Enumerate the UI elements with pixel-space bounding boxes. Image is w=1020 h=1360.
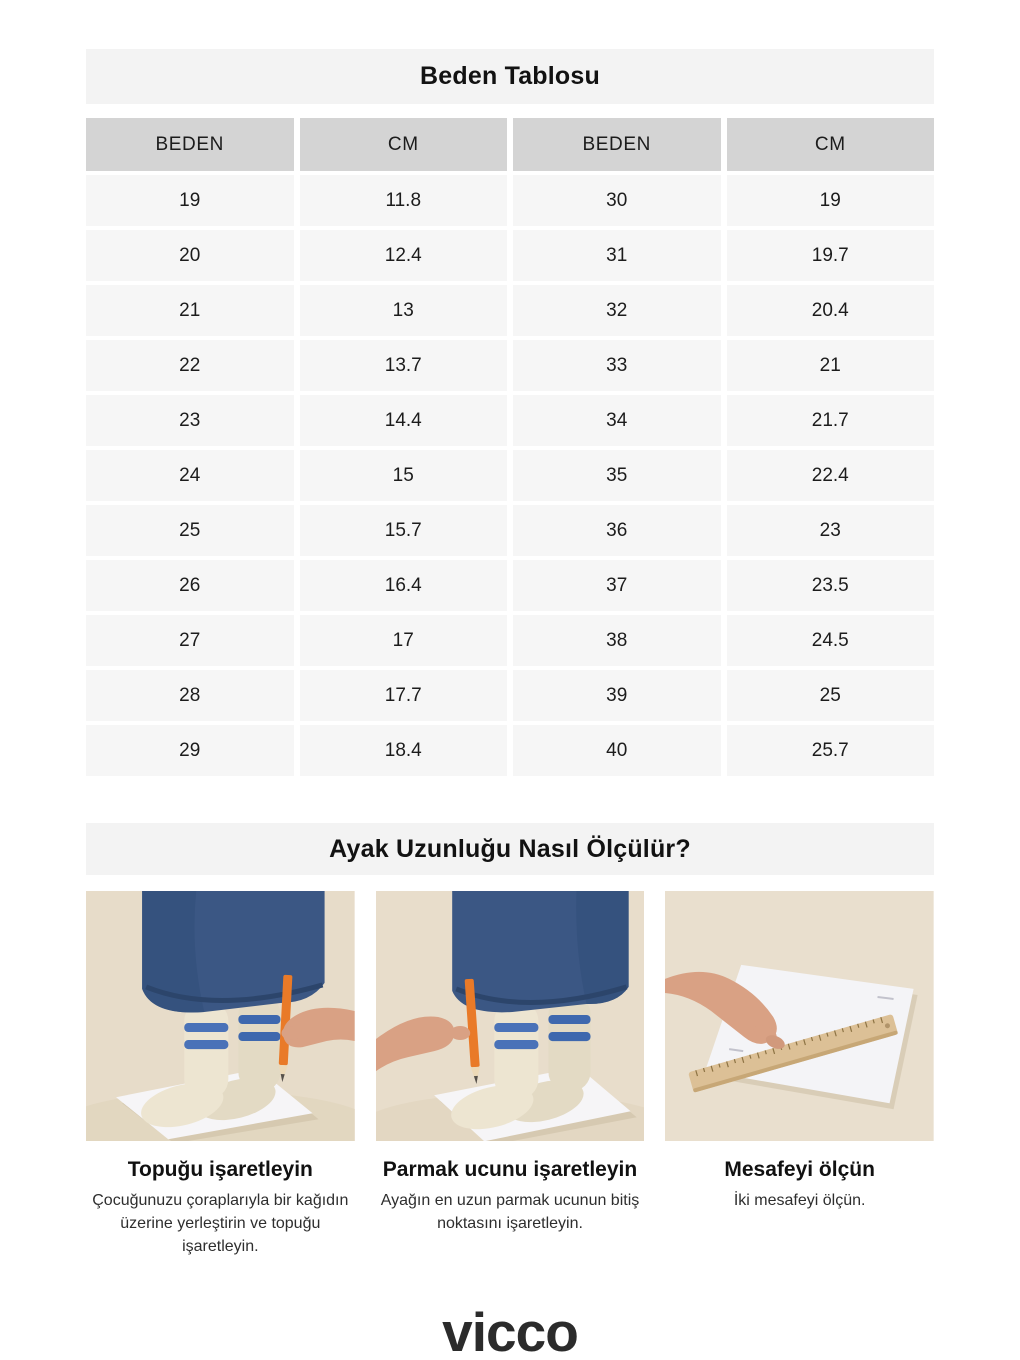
table-cell: 18.4 (300, 725, 508, 776)
table-column-header: CM (727, 118, 935, 171)
table-cell: 26 (86, 560, 294, 611)
table-cell: 19 (86, 175, 294, 226)
step-mark-heel (86, 891, 355, 1258)
size-table (86, 118, 934, 776)
table-cell: 23 (727, 505, 935, 556)
step-heading: Mesafeyi ölçün (724, 1158, 875, 1181)
table-cell: 20 (86, 230, 294, 281)
table-column-header: BEDEN (86, 118, 294, 171)
table-cell: 15.7 (300, 505, 508, 556)
size-table-title-banner (86, 49, 934, 104)
table-cell: 19.7 (727, 230, 935, 281)
mark-heel-illustration (86, 891, 355, 1141)
step-description: Ayağın en uzun parmak ucunun bitiş noktasını işaretleyin. (380, 1192, 640, 1232)
brand-footer (86, 1301, 934, 1360)
table-cell: 37 (513, 560, 721, 611)
table-cell: 35 (513, 450, 721, 501)
step-heading: Topuğu işaretleyin (127, 1158, 313, 1181)
table-cell: 34 (513, 395, 721, 446)
table-column-header: BEDEN (513, 118, 721, 171)
table-cell: 13 (300, 285, 508, 336)
table-column-header: CM (300, 118, 508, 171)
table-cell: 22.4 (727, 450, 935, 501)
table-cell: 31 (513, 230, 721, 281)
mark-heel-photo (86, 891, 355, 1141)
table-cell: 40 (513, 725, 721, 776)
table-cell: 16.4 (300, 560, 508, 611)
mark-toe-photo (376, 891, 645, 1141)
table-cell: 14.4 (300, 395, 508, 446)
table-cell: 27 (86, 615, 294, 666)
size-table-title: Beden Tablosu (420, 62, 600, 90)
table-cell: 25 (727, 670, 935, 721)
measure-steps (86, 891, 934, 1258)
table-cell: 24.5 (727, 615, 935, 666)
table-cell: 30 (513, 175, 721, 226)
table-cell: 25.7 (727, 725, 935, 776)
brand-logo: vicco (442, 1301, 578, 1360)
table-cell: 32 (513, 285, 721, 336)
table-cell: 29 (86, 725, 294, 776)
measure-distance-photo (665, 891, 934, 1141)
table-cell: 22 (86, 340, 294, 391)
table-cell: 12.4 (300, 230, 508, 281)
table-cell: 39 (513, 670, 721, 721)
table-cell: 17 (300, 615, 508, 666)
table-cell: 25 (86, 505, 294, 556)
table-cell: 19 (727, 175, 935, 226)
table-cell: 23.5 (727, 560, 935, 611)
table-cell: 13.7 (300, 340, 508, 391)
table-cell: 21 (727, 340, 935, 391)
step-heading: Parmak ucunu işaretleyin (382, 1158, 638, 1181)
mark-toe-illustration (376, 891, 645, 1141)
table-cell: 21 (86, 285, 294, 336)
table-cell: 33 (513, 340, 721, 391)
measure-section-title: Ayak Uzunluğu Nasıl Ölçülür? (329, 834, 691, 863)
table-cell: 20.4 (727, 285, 935, 336)
table-cell: 36 (513, 505, 721, 556)
step-description: Çocuğunuzu çoraplarıyla bir kağıdın üzerine yerleştirin ve topuğu işaretleyin. (92, 1192, 349, 1255)
table-cell: 11.8 (300, 175, 508, 226)
measure-distance-illustration (665, 891, 934, 1141)
table-cell: 38 (513, 615, 721, 666)
step-measure-distance (665, 891, 934, 1258)
table-cell: 24 (86, 450, 294, 501)
step-mark-toe (376, 891, 645, 1258)
table-cell: 15 (300, 450, 508, 501)
table-cell: 28 (86, 670, 294, 721)
table-cell: 17.7 (300, 670, 508, 721)
step-description: İki mesafeyi ölçün. (733, 1192, 866, 1209)
measure-title-banner (86, 823, 934, 875)
table-cell: 21.7 (727, 395, 935, 446)
table-cell: 23 (86, 395, 294, 446)
